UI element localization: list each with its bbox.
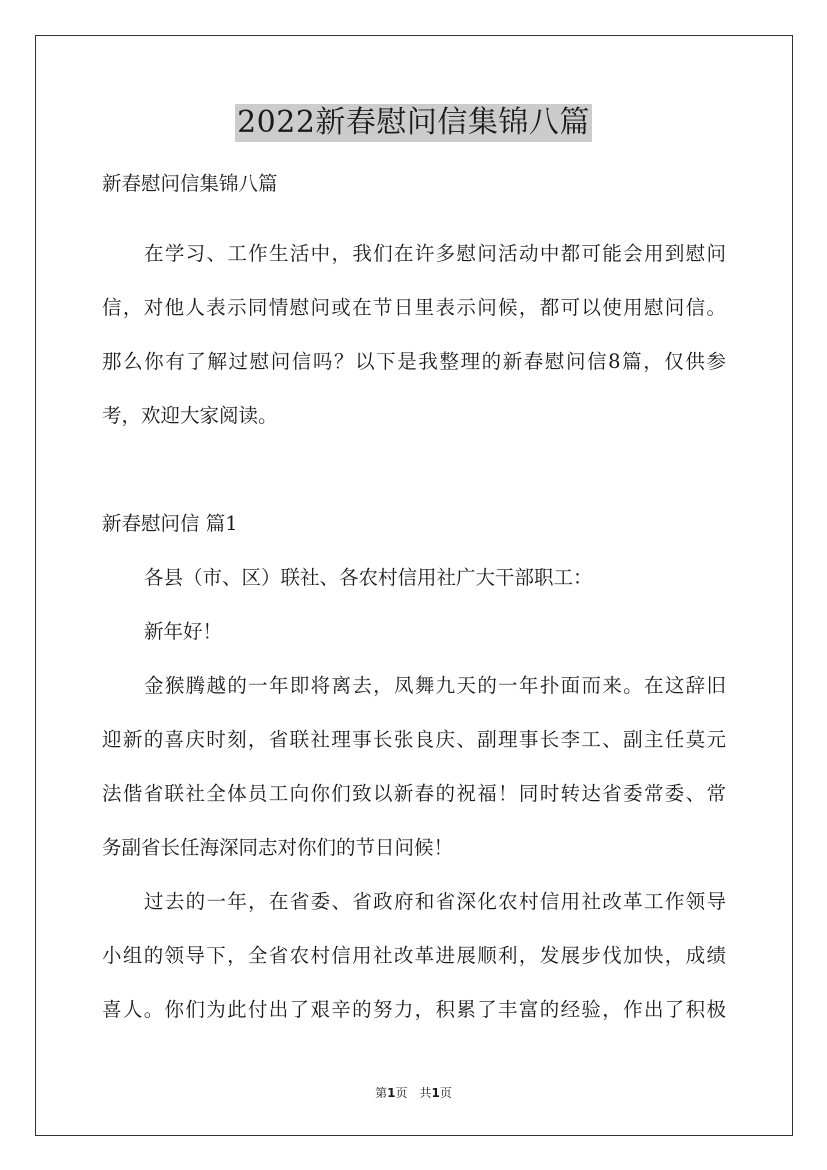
footer-page-suffix: 页 bbox=[439, 1086, 452, 1100]
text-line: 新春慰问信集锦八篇 bbox=[102, 172, 278, 195]
page-footer bbox=[0, 1084, 827, 1101]
text-line: 新年好！ bbox=[144, 620, 223, 643]
text-line: 那么你有了解过慰问信吗？以下是我整理的新春慰问信8篇，仅供参 bbox=[102, 350, 728, 373]
text-line: 务副省长任海深同志对你们的节日问候！ bbox=[102, 836, 454, 859]
text-line: 各县（市、区）联社、各农村信用社广大干部职工： bbox=[144, 566, 593, 589]
footer-page-number: 1 bbox=[387, 1086, 396, 1100]
footer-page-mid: 页 共 bbox=[395, 1086, 432, 1100]
document-title-text: 2022新春慰问信集锦八篇 bbox=[237, 105, 590, 140]
text-line: 迎新的喜庆时刻，省联社理事长张良庆、副理事长李工、副主任莫元 bbox=[102, 728, 728, 751]
text-line: 金猴腾越的一年即将离去，凤舞九天的一年扑面而来。在这辞旧 bbox=[144, 674, 728, 697]
footer-page-prefix: 第 bbox=[375, 1086, 388, 1100]
text-line: 信，对他人表示同情慰问或在节日里表示问候，都可以使用慰问信。 bbox=[102, 296, 728, 319]
text-line: 在学习、工作生活中，我们在许多慰问活动中都可能会用到慰问 bbox=[144, 242, 728, 265]
text-line: 新春慰问信 篇1 bbox=[102, 512, 238, 535]
text-line: 考，欢迎大家阅读。 bbox=[102, 404, 278, 427]
footer-page-total: 1 bbox=[431, 1086, 440, 1100]
document-title bbox=[0, 102, 827, 142]
text-line: 喜人。你们为此付出了艰辛的努力，积累了丰富的经验，作出了积极 bbox=[102, 998, 728, 1021]
text-line: 法偕省联社全体员工向你们致以新春的祝福！同时转达省委常委、常 bbox=[102, 782, 728, 805]
text-line: 小组的领导下，全省农村信用社改革进展顺利，发展步伐加快，成绩 bbox=[102, 944, 728, 967]
text-line: 过去的一年，在省委、省政府和省深化农村信用社改革工作领导 bbox=[144, 890, 728, 913]
